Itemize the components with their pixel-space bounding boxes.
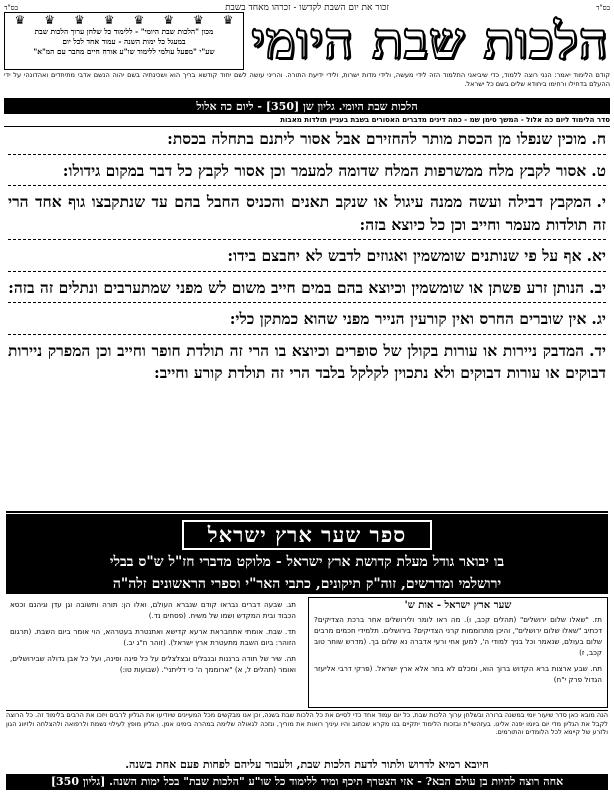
crowns-row [5, 13, 243, 27]
top-left-mark: בס"ד [4, 3, 18, 12]
law-number: ח. [591, 129, 606, 148]
crown-icon: ♛ [103, 13, 115, 27]
crown-icon: ♛ [222, 13, 234, 27]
crown-icon: ♛ [14, 13, 26, 27]
quote-paragraph: תד. שבת. אומתי אתחבראת ארעא קדישא ואתנטרת בעטרהא, הוי אומר ביום השבת. (תרגום הזוהר: ביום השבת מתעטרת ארץ ישראל). (זוהר ח"ג יב.) [10, 627, 296, 647]
ad-subtitle: ירושלמי ומדרשים, זוה"ק תיקונים, כתבי האר"י וספרי הראשונים זלה"ה [112, 576, 502, 592]
ad-title: ספר שער ארץ ישראל [182, 520, 432, 550]
quote-columns [6, 597, 608, 708]
footer-join-bar: אחה רוצה להיות בן עולם הבא? - אזי הצטרף תיכף ומיד ללימוד כל שו"ע "הלכות שבת" בכל ימות השנה. [גליון 350] [6, 774, 608, 790]
crown-text [9, 27, 239, 67]
issue-bar [4, 98, 610, 114]
study-order-line: סדר הלימוד ליום כה אלול - המשך סימן שמ - כמה דינים מדברים האסורים בשבת בעניין תולדות מאבות [4, 116, 610, 127]
eretz-yisrael-column [308, 597, 608, 708]
laws-list [8, 128, 606, 500]
book-advertisement [6, 510, 608, 594]
law-item [8, 340, 606, 388]
law-item [8, 245, 606, 272]
pre-study-prayer: קודם הלימוד יאמר: הנני רוצה ללמוד, כדי שיביאני התלמוד הזה לידי מעשה, ולידי מדות ישרות, ולידי ידיעת התורה. והריני עושה לשם יחוד קודשא בריך הוא ושכינתיה בשם יהוה הנשם אדבי מתיחדים ואהדונהי על ידי ההעלם בדחילו ורחימו ביחודא שלים בשם כל ישראל. [4, 71, 610, 88]
quote-paragraph: תג. שבעה דברים נבראו קודם שנברא העולם, ואלו הן: תורה ותשובה וגן עדן וגיהנם וכסא הכבוד ובית המקדש ושמו של משיח. (פסחים נד.) [10, 600, 296, 620]
secondary-column [6, 597, 300, 708]
crown-line: שע"י "מפעל עולמי ללימוד שו"ע אורח חיים מחבר עם המ"א" [33, 47, 215, 56]
law-text: המדבק ניירות או עורות בקולן של סופרים וכיוצא בו הרי זה תולדת חופר וחייב וכן המפרק ניירות דבוקים או עורות דבוקים ולא נתכוין לקלקל בלבד הרי זה תולדת קורע וחייב: [8, 340, 606, 382]
quote-paragraph: תז. "שאלו שלום ירושלים" (תהלים קכב, ו). מה ראו לומר ולירושלים אחר ברכת הצדיקים? דכתיב "שאלו שלום ירושלים", והיכן מתרוממות קרני הצדיקים? בירושלים. תלמידי חכמים מרבים שלום בעולם, שנאמר וכל בניך למודי ה', למען אחי ורעי אדברה נא שלום בך. (מדרש שוחר טוב קכב, ז) [314, 615, 602, 657]
law-number: יג. [591, 309, 606, 328]
crown-line: במעגל כל ימות השנה - עמוד אחד לכל יום [62, 37, 186, 46]
issue-line: הלכות שבת היומי. גליון שן [350] - ליום כה אלול [196, 99, 418, 113]
crown-icon: ♛ [163, 13, 175, 27]
crown-line: מכון "הלכות שבת היומי" - ללימוד כל שלחן ערוך הלכות שבת [34, 27, 214, 36]
law-item [8, 160, 606, 187]
law-item [8, 128, 606, 155]
crown-icon: ♛ [193, 13, 204, 27]
masthead [4, 12, 610, 70]
masthead-title [250, 12, 610, 70]
quote-paragraph: תח. שבע ארצות ברא הקדוש ברוך הוא, ומכלם לא בחר אלא ארץ ישראל. (פרקי דרבי אליעזר הגדול פרק י"ח) [314, 664, 602, 684]
law-number: יא. [586, 246, 606, 265]
law-item [8, 308, 606, 335]
law-text: אף על פי שנותנים שומשמין ואגוזים לדבש לא יחבצם בידו: [227, 246, 582, 265]
law-text: מוכין שנפלו מן הכסת מותר להחזירם אבל אסור ליתנם בתחלה בכסת: [167, 129, 587, 148]
law-item [8, 191, 606, 240]
footer-call-line: חיובא רמיא לדרוש ולתור לדעת הלכות שבת, ולעבור עליהם לפחות פעם אחת בשנה. [125, 758, 489, 771]
law-text: הנותן זרע פשתן או שומשמין וכיוצא בהם במים חייב משום לש מפני שמתערבים ונתלים זה בזה: [8, 277, 585, 297]
law-number: יב. [589, 277, 606, 297]
column-heading: שער ארץ ישראל - אות ש' [404, 600, 512, 611]
crown-icon: ♛ [133, 13, 145, 27]
law-number: ט. [591, 160, 606, 180]
law-text: אין שוברים החרס ואין קורעין הנייר מפני שהוא כמתקן כלי: [229, 309, 587, 328]
ad-subtitle: בו יבואר גודל מעלת קדושת ארץ ישראל - מלוקט מדברי חז"ל ש"ס בבלי [109, 554, 505, 570]
top-right-mark: בס"ד [596, 3, 610, 12]
law-text: המקבץ דבילה ועשה ממנה עיגול או שנקב תאנים והכניס החבל בהם עד שנתקבצו גוף אחד הרי זה תולדות מעמר וחייב וכן כל כיוצא בזה: [8, 192, 606, 234]
law-item [8, 277, 606, 304]
law-number: י. [596, 192, 606, 211]
law-text: אסור לקבץ מלח ממשרפות המלח שדומה למעמר וכן אסור לקבץ כל דבר במקום גידולו: [62, 160, 587, 180]
crown-icon: ♛ [44, 13, 56, 27]
footer-notice: הנה מובא כאן סדר שיעור יומי במשנה ברורה ובשלחן ערוך הלכות שבת, כל יום עמוד אחד כדי לסיים את כל הלכות שבת בשנה, וכן אנו מבקשים מכל המעיינים שיודיעו את הגליון לרבים ויזכו את הרבים בלימוד זה. כל הרוצה לקבל את הגליון מדי יום ביומו יפנה אלינו. בעזהשי"ת ובזכות הלימוד יתקיים בנו מקרא שכתוב והיו עיניך רואות את מוריך, ונזכה לגאולה שלימה במהרה בימינו אמן. הגליון מופץ לעילוי נשמת ולרפואה ולהצלחה ולזיווג הגון ולזרע של קיימא לכל הלומדים והתורמים. [6, 710, 608, 757]
top-tagline: זכור את יום השבת לקדשו - זכרהו מאחד בשבת [225, 3, 389, 13]
crown-icon: ♛ [74, 13, 85, 27]
quote-paragraph: תה. שיר של תודה ברננות ובנבלים ובצלצלים על כל פינה ופינה, ועל כל אבן גדולה שבירושלים, ואומר (תהלים ל, א) "ארוממך ה' כי דליתני". (שבועות טו:) [10, 654, 296, 674]
crown-box [4, 12, 244, 70]
law-number: יד. [589, 340, 606, 360]
title-text: הלכות שבת היומי [251, 11, 609, 70]
